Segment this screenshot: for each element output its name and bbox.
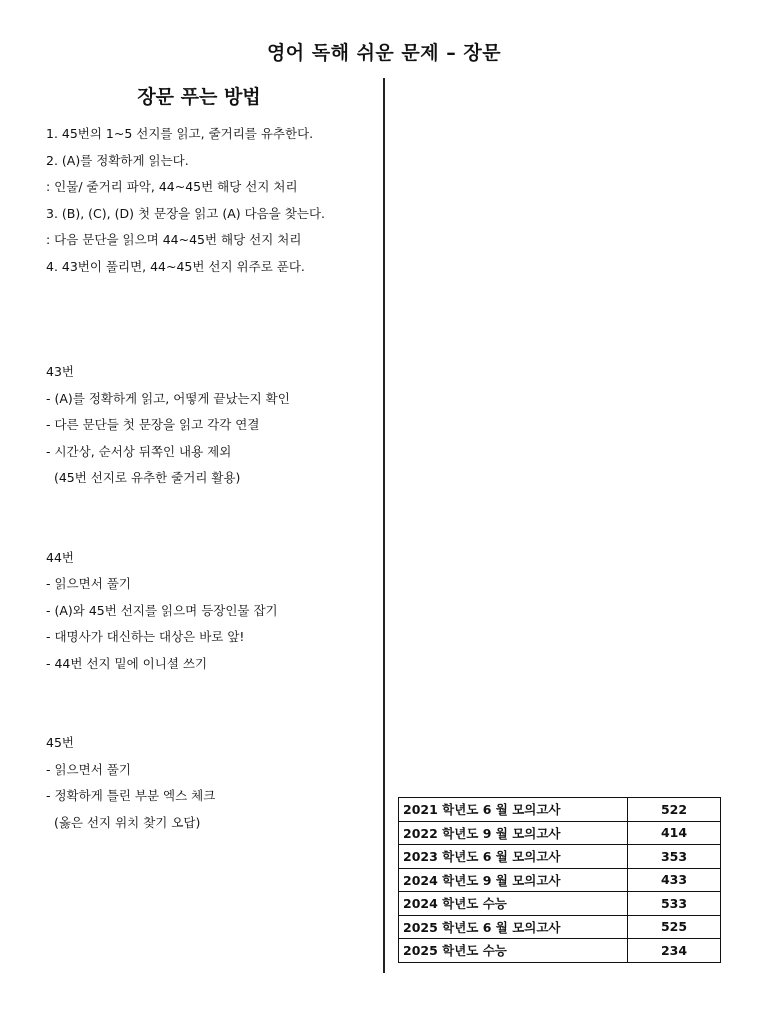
exam-value-cell: 353 (628, 845, 721, 869)
q45-line: - 정확하게 틀린 부분 엑스 체크 (46, 788, 216, 803)
table-row (399, 798, 721, 822)
exam-name-cell: 2024 학년도 수능 (399, 892, 628, 916)
method-line: : 인물/ 줄거리 파악, 44~45번 해당 선지 처리 (46, 179, 298, 194)
exam-name-cell: 2022 학년도 9 월 모의고사 (399, 821, 628, 845)
exam-value-cell: 414 (628, 821, 721, 845)
q43-line: - 시간상, 순서상 뒤쪽인 내용 제외 (46, 443, 232, 459)
exam-value-cell: 533 (628, 892, 721, 916)
q44-line: - 대명사가 대신하는 대상은 바로 앞! (46, 629, 245, 644)
table-row (399, 892, 721, 916)
table-row (399, 939, 721, 963)
q45-section (46, 730, 376, 836)
q44-section (46, 545, 376, 678)
exam-name-cell: 2024 학년도 9 월 모의고사 (399, 868, 628, 892)
q45-line: (옳은 선지 위치 찾기 오답) (46, 814, 201, 830)
exam-value-cell: 522 (628, 798, 721, 822)
q43-line: - 다른 문단들 첫 문장을 읽고 각각 연결 (46, 417, 260, 432)
exam-value-cell: 234 (628, 939, 721, 963)
method-line: 2. (A)를 정확하게 읽는다. (46, 152, 189, 168)
exam-name-cell: 2025 학년도 6 월 모의고사 (399, 915, 628, 939)
method-line: 3. (B), (C), (D) 첫 문장을 읽고 (A) 다음을 찾는다. (46, 205, 326, 221)
q44-line: - (A)와 45번 선지를 읽으며 등장인물 잡기 (46, 602, 278, 618)
page-title: 영어 독해 쉬운 문제 – 장문 (266, 42, 502, 64)
exam-table (398, 797, 721, 963)
section-subtitle: 장문 푸는 방법 (137, 86, 261, 108)
q45-line: - 읽으면서 풀기 (46, 761, 131, 777)
table-row (399, 868, 721, 892)
exam-name-cell: 2021 학년도 6 월 모의고사 (399, 798, 628, 822)
exam-value-cell: 433 (628, 868, 721, 892)
q44-line: - 읽으면서 풀기 (46, 576, 131, 591)
q45-heading: 45번 (46, 735, 74, 750)
column-divider (383, 78, 385, 973)
q44-line: - 44번 선지 밑에 이니셜 쓰기 (46, 655, 208, 671)
table-row (399, 845, 721, 869)
exam-value-cell: 525 (628, 915, 721, 939)
q44-heading: 44번 (46, 549, 74, 565)
table-row (399, 821, 721, 845)
exam-name-cell: 2023 학년도 6 월 모의고사 (399, 845, 628, 869)
method-line: 4. 43번이 풀리면, 44~45번 선지 위주로 푼다. (46, 258, 305, 274)
q43-line: (45번 선지로 유추한 줄거리 활용) (46, 470, 241, 485)
method-column (46, 82, 376, 836)
method-line: : 다음 문단을 읽으며 44~45번 해당 선지 처리 (46, 232, 302, 247)
method-steps (46, 121, 376, 280)
method-line: 1. 45번의 1~5 선지를 읽고, 줄거리를 유추한다. (46, 126, 314, 141)
q43-heading: 43번 (46, 364, 74, 379)
q43-line: - (A)를 정확하게 읽고, 어떻게 끝났는지 확인 (46, 390, 290, 406)
exam-name-cell: 2025 학년도 수능 (399, 939, 628, 963)
table-row (399, 915, 721, 939)
q43-section (46, 359, 376, 492)
